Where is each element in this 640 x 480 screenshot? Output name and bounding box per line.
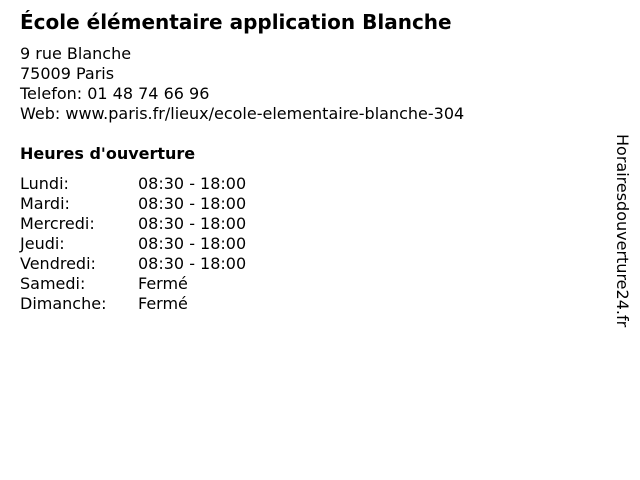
day-hours: 08:30 - 18:00 (138, 174, 247, 193)
hours-row-tuesday (20, 194, 246, 214)
day-hours: 08:30 - 18:00 (138, 254, 247, 273)
day-label: Vendredi: (20, 254, 96, 273)
hours-row-friday (20, 254, 246, 274)
hours-row-monday (20, 174, 246, 194)
hours-row-wednesday (20, 214, 246, 234)
day-label: Samedi: (20, 274, 86, 293)
page-title: École élémentaire application Blanche (20, 10, 452, 34)
opening-hours-table (20, 174, 246, 314)
day-label: Mardi: (20, 194, 70, 213)
day-label: Lundi: (20, 174, 69, 193)
day-hours: 08:30 - 18:00 (138, 194, 247, 213)
street-address: 9 rue Blanche (20, 44, 132, 63)
hours-row-sunday (20, 294, 246, 314)
day-hours: 08:30 - 18:00 (138, 214, 247, 233)
hours-row-thursday (20, 234, 246, 254)
hours-row-saturday (20, 274, 246, 294)
day-hours: Fermé (138, 294, 188, 313)
day-label: Dimanche: (20, 294, 107, 313)
day-label: Mercredi: (20, 214, 95, 233)
address-block (20, 44, 464, 124)
opening-hours-heading: Heures d'ouverture (20, 144, 196, 163)
phone-number: Telefon: 01 48 74 66 96 (20, 84, 210, 103)
site-watermark: Horairesdouverture24.fr (613, 134, 632, 328)
day-hours: 08:30 - 18:00 (138, 234, 247, 253)
postal-city: 75009 Paris (20, 64, 115, 83)
day-hours: Fermé (138, 274, 188, 293)
day-label: Jeudi: (20, 234, 65, 253)
website-link[interactable]: Web: www.paris.fr/lieux/ecole-elementaire-blanche-304 (20, 104, 465, 123)
